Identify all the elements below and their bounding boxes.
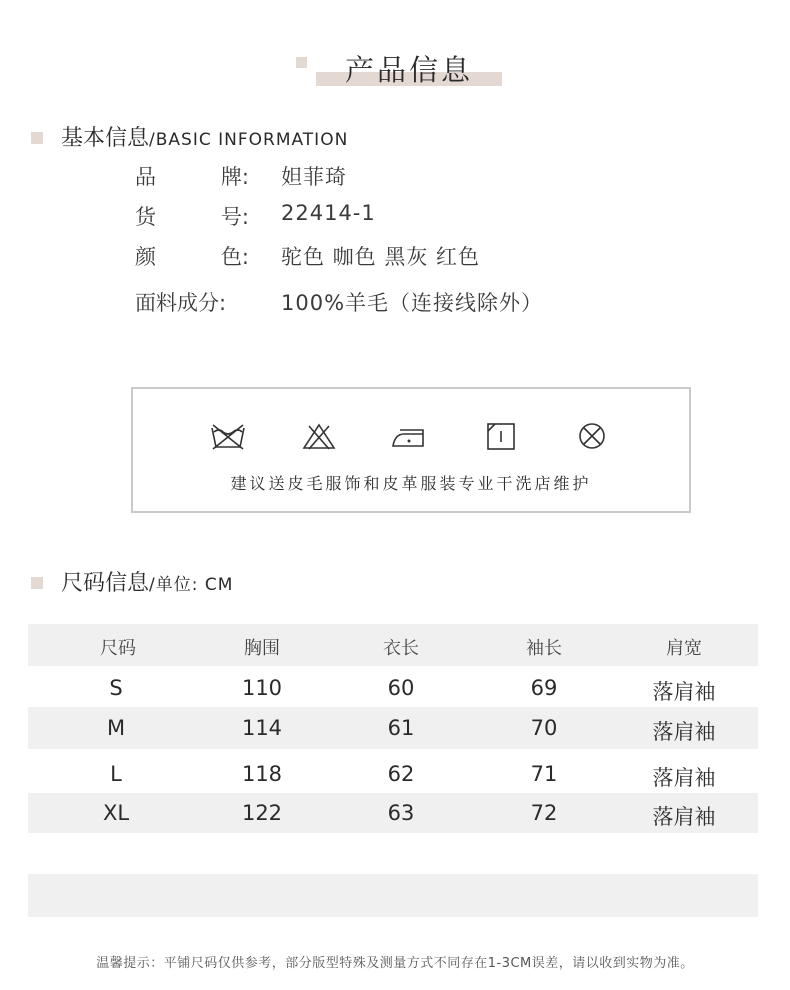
table-cell: 60 <box>387 676 415 700</box>
table-cell: 落肩袖 <box>652 805 716 829</box>
table-cell: L <box>110 762 122 786</box>
care-instructions-box <box>131 387 691 513</box>
footnote: 温馨提示：平铺尺码仅供参考，部分版型特殊及测量方式不同存在1-3CM误差，请以收到实物为准。 <box>96 956 694 971</box>
table-row <box>28 793 758 833</box>
care-instruction-text: 建议送皮毛服饰和皮革服装专业干洗店维护 <box>230 474 592 493</box>
table-cell: 70 <box>530 716 558 740</box>
page-title: 产品信息 <box>345 53 474 87</box>
table-cell: 62 <box>387 762 415 786</box>
basic-info-heading-main: 基本信息 <box>61 126 150 151</box>
table-row <box>28 707 758 749</box>
table-cell: 122 <box>241 801 283 825</box>
table-cell: M <box>106 716 126 740</box>
table-row <box>28 666 758 707</box>
table-cell: 落肩袖 <box>652 766 716 790</box>
blank-row-bar <box>28 874 758 917</box>
section-marker <box>31 132 43 144</box>
info-value: 妲菲琦 <box>281 165 347 189</box>
no-bleach-icon <box>300 421 338 451</box>
table-cell: 72 <box>530 801 558 825</box>
info-label: 货 号: <box>135 205 249 229</box>
info-value: 100%羊毛（连接线除外） <box>281 291 544 315</box>
table-cell: 61 <box>387 716 415 740</box>
info-label: 颜 色: <box>135 245 249 269</box>
column-header: 袖长 <box>526 638 562 659</box>
basic-info-heading-sub: /BASIC INFORMATION <box>149 130 349 150</box>
info-label: 面料成分: <box>135 291 227 315</box>
info-value: 22414-1 <box>281 201 376 225</box>
info-label: 品 牌: <box>135 165 249 189</box>
info-value: 驼色 咖色 黑灰 红色 <box>281 245 481 269</box>
table-cell: 110 <box>241 676 283 700</box>
iron-low-icon <box>391 421 429 451</box>
section-marker <box>31 577 43 589</box>
column-header: 衣长 <box>383 638 419 659</box>
no-tumble-dry-icon <box>573 421 611 451</box>
size-info-heading-main: 尺码信息 <box>61 571 150 596</box>
title-decoration-square <box>296 57 307 68</box>
table-cell: 71 <box>530 762 558 786</box>
table-cell: 69 <box>530 676 558 700</box>
table-cell: 118 <box>241 762 283 786</box>
column-header: 尺码 <box>100 638 136 659</box>
table-cell: XL <box>102 801 130 825</box>
table-cell: 63 <box>387 801 415 825</box>
table-row <box>28 749 758 793</box>
table-cell: 114 <box>241 716 283 740</box>
table-cell: S <box>109 676 123 700</box>
drip-dry-icon <box>482 421 520 451</box>
no-wash-icon <box>209 421 247 451</box>
table-cell: 落肩袖 <box>652 680 716 704</box>
size-info-heading <box>61 566 233 597</box>
table-header-row <box>28 624 758 666</box>
basic-info-heading <box>61 121 348 152</box>
column-header: 肩宽 <box>666 638 702 659</box>
column-header: 胸围 <box>244 638 280 659</box>
table-cell: 落肩袖 <box>652 720 716 744</box>
size-info-heading-sub: /单位: CM <box>149 575 234 595</box>
